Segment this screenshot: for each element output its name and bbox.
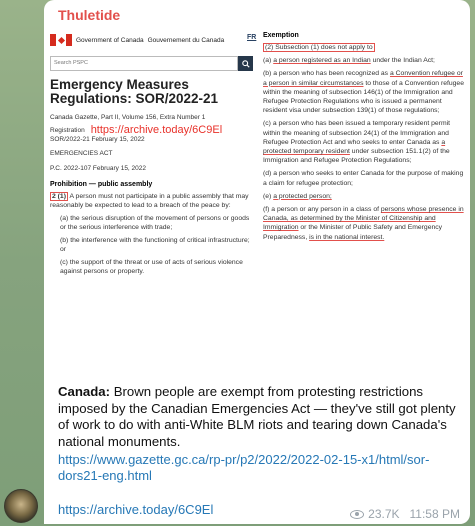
document-screenshot[interactable]	[44, 26, 470, 376]
exemption-d: (d) a person who seeks to enter Canada for the purpose of making a claim for refugee protection;	[263, 170, 464, 187]
document-left-column	[44, 26, 259, 376]
prohibition-heading: Prohibition — public assembly	[50, 181, 153, 188]
paragraph-2-1-c: (c) the support of the threat or use of acts of serious violence against persons or property.	[60, 259, 243, 275]
view-count: 23.7K	[368, 507, 400, 521]
registration-line: Registration https://archive.today/6C9El	[50, 124, 223, 136]
message-body: Brown people are exempt from protesting restrictions imposed by the Canadian Emergencies Act — they've still got plenty of work to do with anti-White BLM riots and tearing down Canada's national monuments.	[58, 384, 456, 449]
channel-avatar[interactable]	[4, 489, 38, 523]
gazette-link[interactable]: https://www.gazette.gc.ca/rp-pr/p2/2022/2022-02-15-x1/html/sor-dors21-eng.html	[58, 452, 430, 483]
exemption-b: (b) a person who has been recognized as a Convention refugee or a person in similar circumstances to those of a Convention refugee within the meaning of subsection 146(1) of the Immigration and Refugee Protection Regulations who is issued a permanent resident visa under subsection 139(1) of those regulations;	[263, 70, 464, 115]
paragraph-2-1: 2 (1) A person must not participate in a public assembly that may reasonably be expected to lead to a breach of the peace by:	[50, 193, 249, 209]
language-toggle: FR	[247, 34, 257, 41]
act-line: EMERGENCIES ACT	[50, 150, 113, 157]
eye-icon	[350, 510, 364, 519]
archive-link[interactable]: https://archive.today/6C9El	[58, 502, 214, 517]
channel-name[interactable]: Thuletide	[58, 7, 121, 23]
archive-overlay-text: https://archive.today/6C9El	[90, 124, 223, 136]
goc-header	[50, 34, 253, 46]
exemption-c: (c) a person who has been issued a temporary resident permit within the meaning of subsection 24(1) of the Immigration and Refugee Protection Act and who seeks to enter Canada as a protected temporary resident under subsection 151.1(2) of the Immigration and Refugee Protection Regulations;	[263, 120, 451, 165]
exemption-f: (f) a person or any person in a class of persons whose presence in Canada, as determined by the Minister of Citizenship and Immigration or the Minister of Public Safety and Emergency Preparedness, is in the national interest.	[263, 206, 464, 241]
canada-flag-icon	[50, 34, 72, 46]
search-icon	[238, 56, 253, 71]
document-right-column	[247, 26, 470, 376]
goc-wordmark-fr: Gouvernement du Canada	[147, 36, 225, 44]
paragraph-2-1-a: (a) the serious disruption of the movement of persons or goods or the serious interference with trade;	[60, 215, 250, 231]
message-text	[58, 384, 462, 450]
paragraph-2-1-b: (b) the interference with the functioning of critical infrastructure; or	[60, 237, 250, 253]
search-bar	[50, 56, 253, 71]
pc-line: P.C. 2022-107 February 15, 2022	[50, 165, 147, 172]
exemption-heading: Exemption	[263, 32, 299, 39]
document-title: Emergency Measures Regulations: SOR/2022-21	[50, 77, 219, 106]
exemption-e: (e) a protected person;	[263, 192, 332, 200]
message-bubble	[44, 0, 470, 524]
exemption-2: (2) Subsection (1) does not apply to	[265, 44, 373, 51]
gazette-line: Canada Gazette, Part II, Volume 156, Extra Number 1	[50, 114, 206, 121]
sor-line: SOR/2022-21 February 15, 2022	[50, 136, 145, 143]
message-bold-lead: Canada:	[58, 384, 111, 399]
exemption-a: (a) a person registered as an Indian under the Indian Act;	[263, 57, 435, 65]
message-time: 11:58 PM	[409, 507, 460, 521]
message-footer	[350, 507, 460, 521]
search-input: Search PSPC	[50, 56, 238, 71]
goc-wordmark: Government of Canada	[76, 36, 144, 44]
